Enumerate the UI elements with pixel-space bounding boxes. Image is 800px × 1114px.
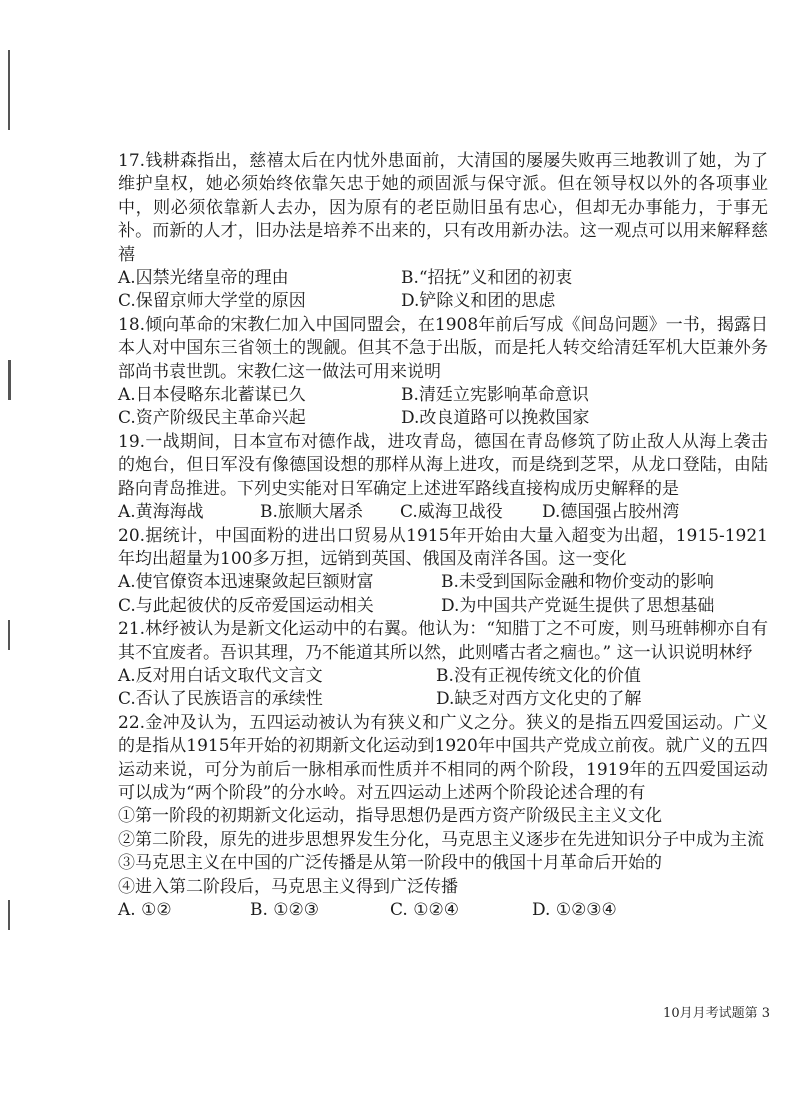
question-21 [118,618,768,712]
option-a: A.使官僚资本迅速聚敛起巨额财富 [118,572,374,593]
question-20 [118,525,768,619]
option-c: C.资产阶级民主革命兴起 [118,408,306,429]
option-b: B.清廷立宪影响革命意识 [401,385,589,406]
statement-2: ②第二阶段，原先的进步思想界发生分化，马克思主义逐步在先进知识分子中成为主流 [118,829,764,850]
option-b: B.没有正视传统文化的价值 [436,665,641,686]
question-stem: 21.林纾被认为是新文化运动中的右翼。他认为：“知腊丁之不可废，则马班韩柳亦自有其不宜废者。吾识其理，乃不能道其所以然，此则嗜古者之痼也。” 这一认识说明林纾 [118,619,768,663]
option-d: D.为中国共产党诞生提供了思想基础 [441,595,715,616]
option-d: D.铲除义和团的思虑 [401,291,556,312]
option-d: D.德国强占胶州湾 [542,502,680,523]
options [118,501,768,524]
option-c: C.否认了民族语言的承续性 [118,689,323,710]
options [118,899,768,922]
question-18 [118,314,768,431]
question-stem: 18.倾向革命的宋教仁加入中国同盟会，在1908年前后写成《间岛问题》一书，揭露日本人对中国东三省领土的觊觎。但其不急于出版，而是托人转交给清廷军机大臣兼外务部尚书袁世凯。宋教仁这一做法可用来说明 [118,314,768,382]
statement-3: ③马克思主义在中国的广泛传播是从第一阶段中的俄国十月革命后开始的 [118,853,662,874]
statement-4: ④进入第二阶段后，马克思主义得到广泛传播 [118,876,458,897]
scan-edge-mark [8,50,10,130]
option-a: A.日本侵略东北蓄谋已久 [118,385,306,406]
options [118,665,768,712]
option-c: C. ①②④ [390,900,459,920]
question-stem: 17.钱耕森指出，慈禧太后在内忧外患面前，大清国的屡屡失败再三地教训了她，为了维护皇权，她必须始终依靠矢忠于她的顽固派与保守派。但在领导权以外的各项事业中，则必须依靠新人去办，因为原有的老臣勋旧虽有忠心，但却无办事能力，于事无补。而新的人才，旧办法是培养不出来的，只有改用新办法。这一观点可以用来解释慈禧 [118,151,768,265]
question-stem: 19.一战期间，日本宣布对德作战，进攻青岛，德国在青岛修筑了防止敌人从海上袭击的炮台，但日军没有像德国设想的那样从海上进攻，而是绕到芝罘，从龙口登陆，由陆路向青岛推进。下列史实能对日军确定上述进军路线直接构成历史解释的是 [118,431,768,499]
option-a: A.黄海海战 [118,502,204,523]
option-b: B.“招抚”义和团的初衷 [401,268,573,289]
option-b: B.未受到国际金融和物价变动的影响 [441,572,714,593]
question-22 [118,712,768,923]
question-stem: 20.据统计，中国面粉的进出口贸易从1915年开始由大量入超变为出超，1915-1921年均出超量为100多万担，远销到英国、俄国及南洋各国。这一变化 [118,525,768,569]
questions-section [118,150,768,922]
option-d: D.改良道路可以挽救国家 [401,408,590,429]
option-d: D. ①②③④ [532,900,617,920]
question-stem: 22.金冲及认为，五四运动被认为有狭义和广义之分。狭义的是指五四爱国运动。广义的是指从1915年开始的初期新文化运动到1920年中国共产党成立前夜。就广义的五四运动来说，可分为前后一脉相承而性质并不相同的两个阶段，1919年的五四爱国运动可以成为“两个阶段”的分水岭。对五四运动上述两个阶段论述合理的有 [118,712,768,803]
options [118,267,768,314]
option-b: B. ①②③ [250,900,320,920]
option-c: C.威海卫战役 [400,502,503,523]
options [118,571,768,618]
option-a: A. ①② [118,900,172,920]
question-17 [118,150,768,314]
option-a: A.反对用白话文取代文言文 [118,665,323,686]
option-c: C.与此起彼伏的反帝爱国运动相关 [118,595,374,616]
option-b: B.旅顺大屠杀 [260,502,363,523]
scan-edge-mark [8,620,10,650]
option-c: C.保留京师大学堂的原因 [118,291,306,312]
scan-edge-mark [8,900,10,930]
page-footer: 10月月考试题第 3 [663,1006,770,1021]
scan-edge-mark [8,360,11,400]
options [118,384,768,431]
option-a: A.囚禁光绪皇帝的理由 [118,268,289,289]
statement-1: ①第一阶段的初期新文化运动，指导思想仍是西方资产阶级民主主义文化 [118,806,662,827]
option-d: D.缺乏对西方文化史的了解 [436,689,642,710]
question-19 [118,431,768,525]
